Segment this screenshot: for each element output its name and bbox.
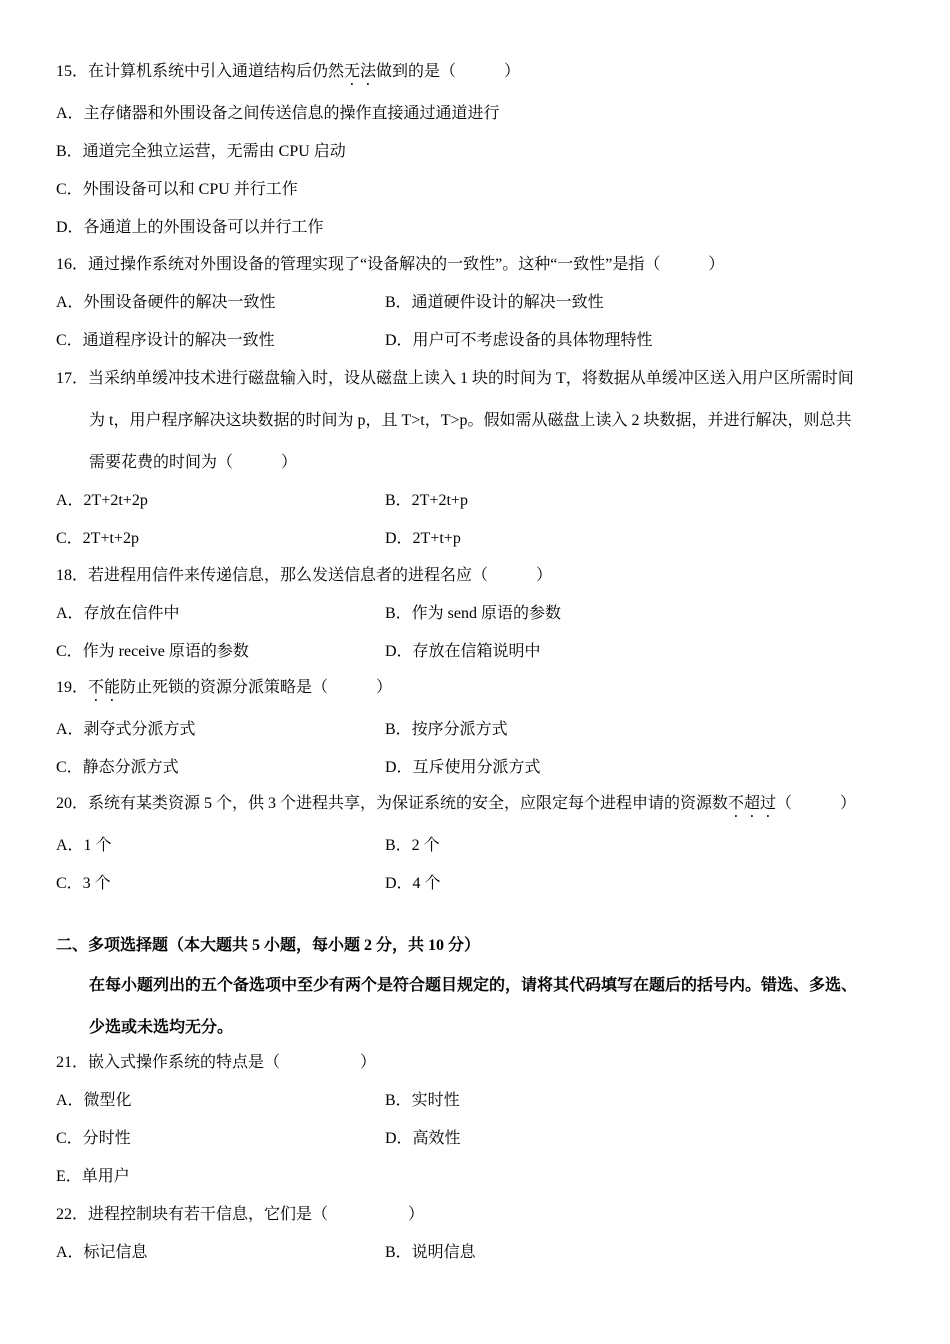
q16-option-c: C．通道程序设计的解决一致性 (56, 332, 275, 349)
q20-option-d: D．4 个 (385, 875, 441, 892)
question-text-tail: 做到的是（ ） (376, 63, 521, 80)
q17-option-b: B．2T+2t+p (385, 492, 468, 509)
q18-option-d: D．存放在信箱说明中 (385, 643, 541, 660)
question-17-line2: 为 t，用户程序解决这块数据的时间为 p，且 T>t，T>p。假如需从磁盘上读入 2 块数据，并进行解决，则总共 (89, 412, 852, 429)
q19-option-d: D．互斥使用分派方式 (385, 759, 541, 776)
section-heading: 二、多项选择题（本大题共 5 小题，每小题 2 分，共 10 分） (56, 937, 481, 954)
q20-option-b: B．2 个 (385, 837, 440, 854)
q17-option-a: A．2T+2t+2p (56, 492, 148, 509)
q19-option-c: C．静态分派方式 (56, 759, 179, 776)
q21-option-a: A．微型化 (56, 1092, 132, 1109)
emphasis-text: 不超过 (728, 795, 777, 812)
question-18: 18．若进程用信件来传递信息，那么发送信息者的进程名应（ ） (56, 567, 553, 584)
question-number: 20． (56, 795, 89, 812)
q18-option-b: B．作为 send 原语的参数 (385, 605, 562, 622)
question-text-tail: （ ） (776, 795, 857, 812)
question-15 (56, 62, 520, 89)
q16-option-d: D．用户可不考虑设备的具体物理特性 (385, 332, 653, 349)
q15-option-d: D．各通道上的外围设备可以并行工作 (56, 219, 324, 236)
question-number: 19． (56, 679, 89, 696)
q21-option-d: D．高效性 (385, 1130, 461, 1147)
emphasis-text: 无法 (344, 63, 377, 80)
question-16: 16．通过操作系统对外围设备的管理实现了“设备解决的一致性”。这种“一致性”是指（ ） (56, 256, 725, 273)
q21-option-e: E．单用户 (56, 1168, 130, 1185)
question-21: 21．嵌入式操作系统的特点是（ ） (56, 1054, 377, 1071)
q21-option-c: C．分时性 (56, 1130, 131, 1147)
section-instructions-line2: 少选或未选均无分。 (89, 1019, 234, 1036)
q20-option-c: C．3 个 (56, 875, 111, 892)
question-text: 在计算机系统中引入通道结构后仍然 (88, 63, 345, 80)
q15-option-a: A．主存储器和外围设备之间传送信息的操作直接通过通道进行 (56, 105, 500, 122)
question-text-tail: 防止死锁的资源分派策略是（ ） (120, 679, 393, 696)
question-20 (56, 794, 856, 821)
q18-option-a: A．存放在信件中 (56, 605, 180, 622)
q16-option-b: B．通道硬件设计的解决一致性 (385, 294, 604, 311)
q19-option-b: B．按序分派方式 (385, 721, 508, 738)
q15-option-c: C．外围设备可以和 CPU 并行工作 (56, 181, 298, 198)
question-17-line3: 需要花费的时间为（ ） (89, 454, 298, 471)
question-19 (56, 678, 392, 705)
q22-option-b: B．说明信息 (385, 1244, 476, 1261)
question-22: 22．进程控制块有若干信息，它们是（ ） (56, 1206, 425, 1223)
question-number: 15． (56, 63, 89, 80)
q20-option-a: A．1 个 (56, 837, 112, 854)
q19-option-a: A．剥夺式分派方式 (56, 721, 196, 738)
question-text: 系统有某类资源 5 个，供 3 个进程共享，为保证系统的安全，应限定每个进程申请的资源数 (88, 795, 729, 812)
q17-option-d: D．2T+t+p (385, 530, 461, 547)
q15-option-b: B．通道完全独立运营，无需由 CPU 启动 (56, 143, 346, 160)
q18-option-c: C．作为 receive 原语的参数 (56, 643, 249, 660)
question-17-line1: 17．当采纳单缓冲技术进行磁盘输入时，设从磁盘上读入 1 块的时间为 T，将数据从单缓冲区送入用户区所需时间 (56, 370, 854, 387)
q21-option-b: B．实时性 (385, 1092, 460, 1109)
section-instructions-line1: 在每小题列出的五个备选项中至少有两个是符合题目规定的，请将其代码填写在题后的括号内。错选、多选、 (89, 977, 858, 994)
q16-option-a: A．外围设备硬件的解决一致性 (56, 294, 276, 311)
q17-option-c: C．2T+t+2p (56, 530, 139, 547)
emphasis-text: 不能 (88, 679, 121, 696)
q22-option-a: A．标记信息 (56, 1244, 148, 1261)
